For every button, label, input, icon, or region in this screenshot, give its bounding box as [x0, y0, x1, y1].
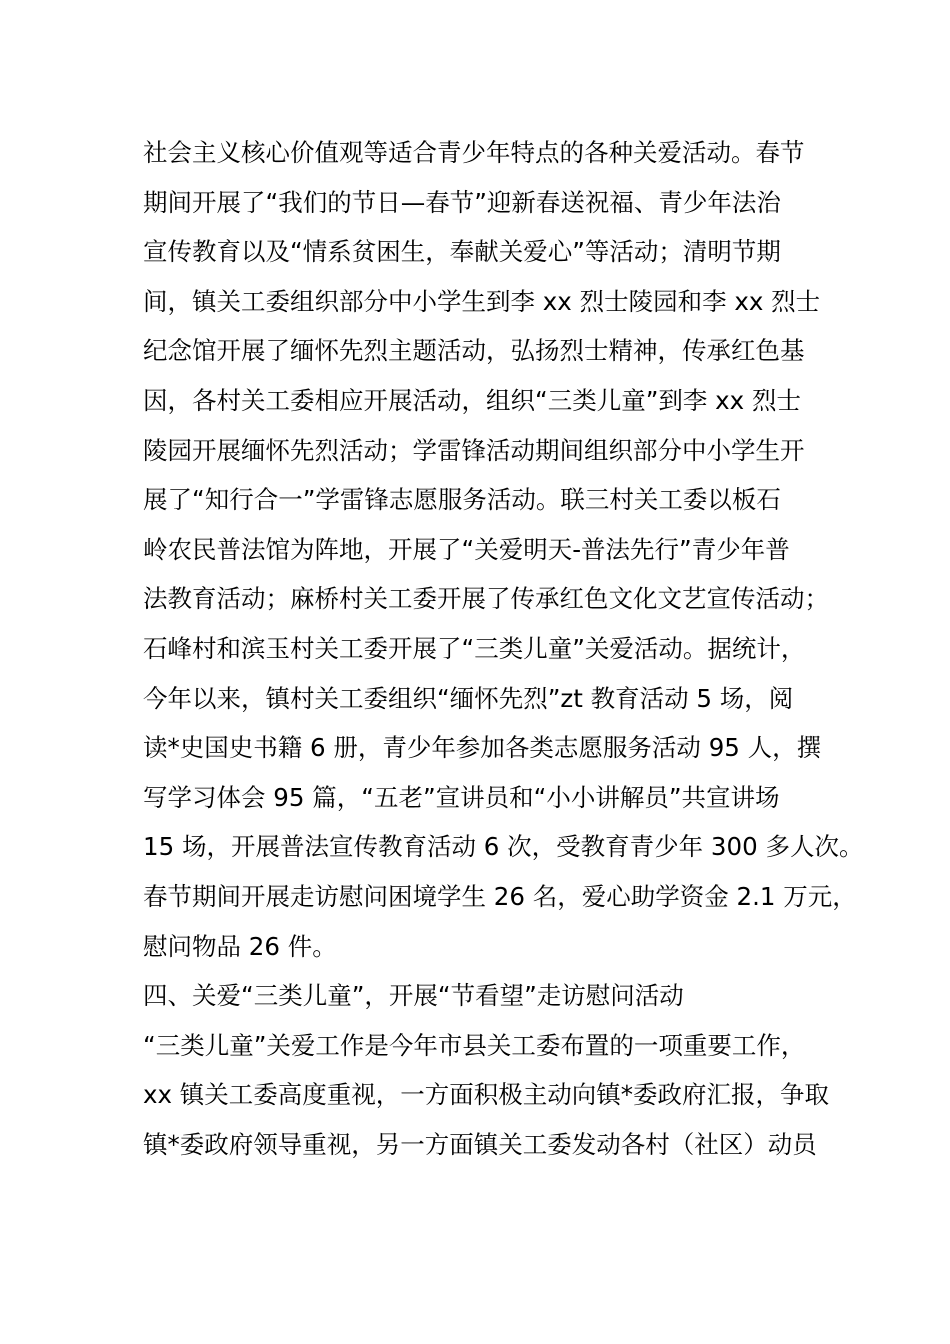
paragraph-line: 社会主义核心价值观等适合青少年特点的各种关爱活动。春节	[143, 138, 805, 167]
paragraph-line: 慰问物品 26 件。	[143, 931, 337, 961]
paragraph-line: 今年以来，镇村关工委组织“缅怀先烈”zt 教育活动 5 场，阅	[143, 683, 794, 713]
paragraph-line: 岭农民普法馆为阵地，开展了“关爱明天-普法先行”青少年普	[143, 534, 790, 564]
paragraph-line: 镇*委政府领导重视，另一方面镇关工委发动各村（社区）动员	[143, 1129, 817, 1159]
paragraph-line: “三类儿童”关爱工作是今年市县关工委布置的一项重要工作，	[143, 1030, 806, 1060]
paragraph-line: 15 场，开展普法宣传教育活动 6 次，受教育青少年 300 多人次。	[143, 832, 864, 862]
paragraph-line: 石峰村和滨玉村关工委开展了“三类儿童”关爱活动。据统计，	[143, 633, 806, 663]
paragraph-line: 读*史国史书籍 6 册，青少年参加各类志愿服务活动 95 人，撰	[143, 733, 822, 763]
paragraph-line: xx 镇关工委高度重视，一方面积极主动向镇*委政府汇报，争取	[143, 1080, 830, 1110]
paragraph-line: 陵园开展缅怀先烈活动；学雷锋活动期间组织部分中小学生开	[143, 435, 805, 465]
body-text	[143, 128, 864, 1169]
paragraph-line: 纪念馆开展了缅怀先烈主题活动，弘扬烈士精神，传承红色基	[143, 336, 805, 366]
section-heading: 四、关爱“三类儿童”，开展“节看望”走访慰问活动	[143, 981, 684, 1011]
paragraph-line: 法教育活动；麻桥村关工委开展了传承红色文化文艺宣传活动；	[143, 584, 829, 614]
paragraph-line: 间，镇关工委组织部分中小学生到李 xx 烈士陵园和李 xx 烈士	[143, 286, 821, 316]
paragraph-line: 期间开展了“我们的节日—春节”迎新春送祝福、青少年法治	[143, 187, 781, 217]
paragraph-line: 宣传教育以及“情系贫困生，奉献关爱心”等活动；清明节期	[143, 237, 781, 267]
paragraph-line: 春节期间开展走访慰问困境学生 26 名，爱心助学资金 2.1 万元，	[143, 881, 857, 911]
paragraph-line: 展了“知行合一”学雷锋志愿服务活动。联三村关工委以板石	[143, 485, 781, 515]
paragraph-line: 写学习体会 95 篇，“五老”宣讲员和“小小讲解员”共宣讲场	[143, 782, 780, 812]
paragraph-line: 因，各村关工委相应开展活动，组织“三类儿童”到李 xx 烈士	[143, 385, 801, 415]
